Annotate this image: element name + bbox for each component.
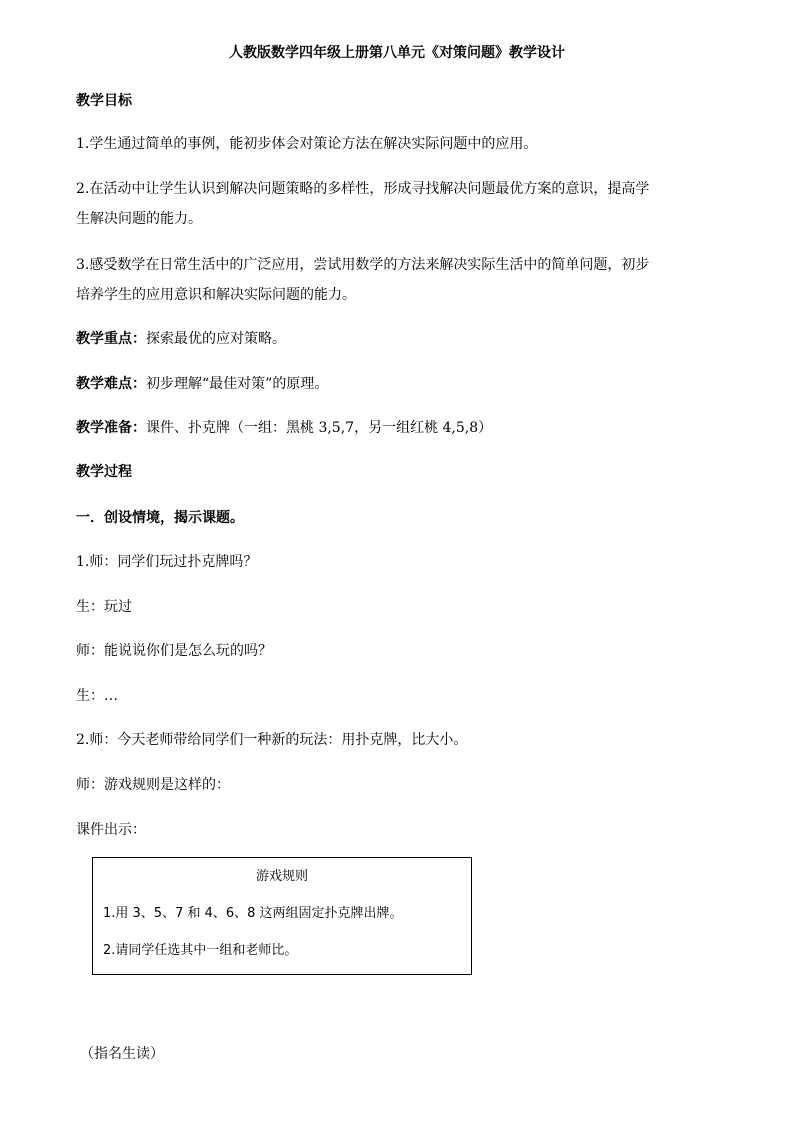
dialog-line: 课件出示： (76, 822, 146, 838)
closing-note: （指名生读） (80, 1046, 164, 1062)
objectives-heading: 教学目标 (76, 93, 132, 109)
game-rules-box (92, 857, 472, 975)
document-title: 人教版数学四年级上册第八单元《对策问题》教学设计 (229, 45, 565, 61)
objective-1: 1.学生通过简单的事例，能初步体会对策论方法在解决实际问题中的应用。 (76, 136, 538, 152)
process-heading: 教学过程 (76, 464, 132, 480)
game-rules-title: 游戏规则 (255, 869, 308, 884)
game-rule-1: 1.用 3、5、7 和 4、6、8 这两组固定扑克牌出牌。 (103, 906, 403, 921)
section-1-heading: 一．创设情境，揭示课题。 (76, 510, 244, 526)
preparation (76, 419, 492, 437)
dialog-line: 师：能说说你们是怎么玩的吗？ (76, 643, 272, 659)
key-point (76, 330, 286, 348)
difficulty (76, 375, 328, 393)
key-point-text: 探索最优的应对策略。 (146, 331, 286, 347)
preparation-label: 教学准备： (76, 420, 146, 436)
key-point-label: 教学重点： (76, 331, 146, 347)
game-rule-2: 2.请同学任选其中一组和老师比。 (103, 943, 298, 958)
preparation-text: 课件、扑克牌（一组：黑桃 3,5,7，另一组红桃 4,5,8） (146, 420, 493, 436)
dialog-line: 师：游戏规则是这样的： (76, 777, 230, 793)
dialog-line: 2.师：今天老师带给同学们一种新的玩法：用扑克牌，比大小。 (76, 732, 468, 748)
objective-2-line-2: 生解决问题的能力。 (76, 211, 202, 227)
objective-3-line-1: 3.感受数学在日常生活中的广泛应用，尝试用数学的方法来解决实际生活中的简单问题，初步 (76, 257, 650, 273)
difficulty-label: 教学难点： (76, 376, 146, 392)
dialog-line: 生：… (76, 688, 118, 704)
dialog-line: 生：玩过 (76, 599, 132, 615)
objective-3-line-2: 培养学生的应用意识和解决实际问题的能力。 (76, 287, 356, 303)
dialog-line: 1.师：同学们玩过扑克牌吗？ (76, 554, 258, 570)
difficulty-text: 初步理解“最佳对策”的原理。 (146, 376, 329, 392)
objective-2-line-1: 2.在活动中让学生认识到解决问题策略的多样性，形成寻找解决问题最优方案的意识，提高学 (76, 181, 650, 197)
